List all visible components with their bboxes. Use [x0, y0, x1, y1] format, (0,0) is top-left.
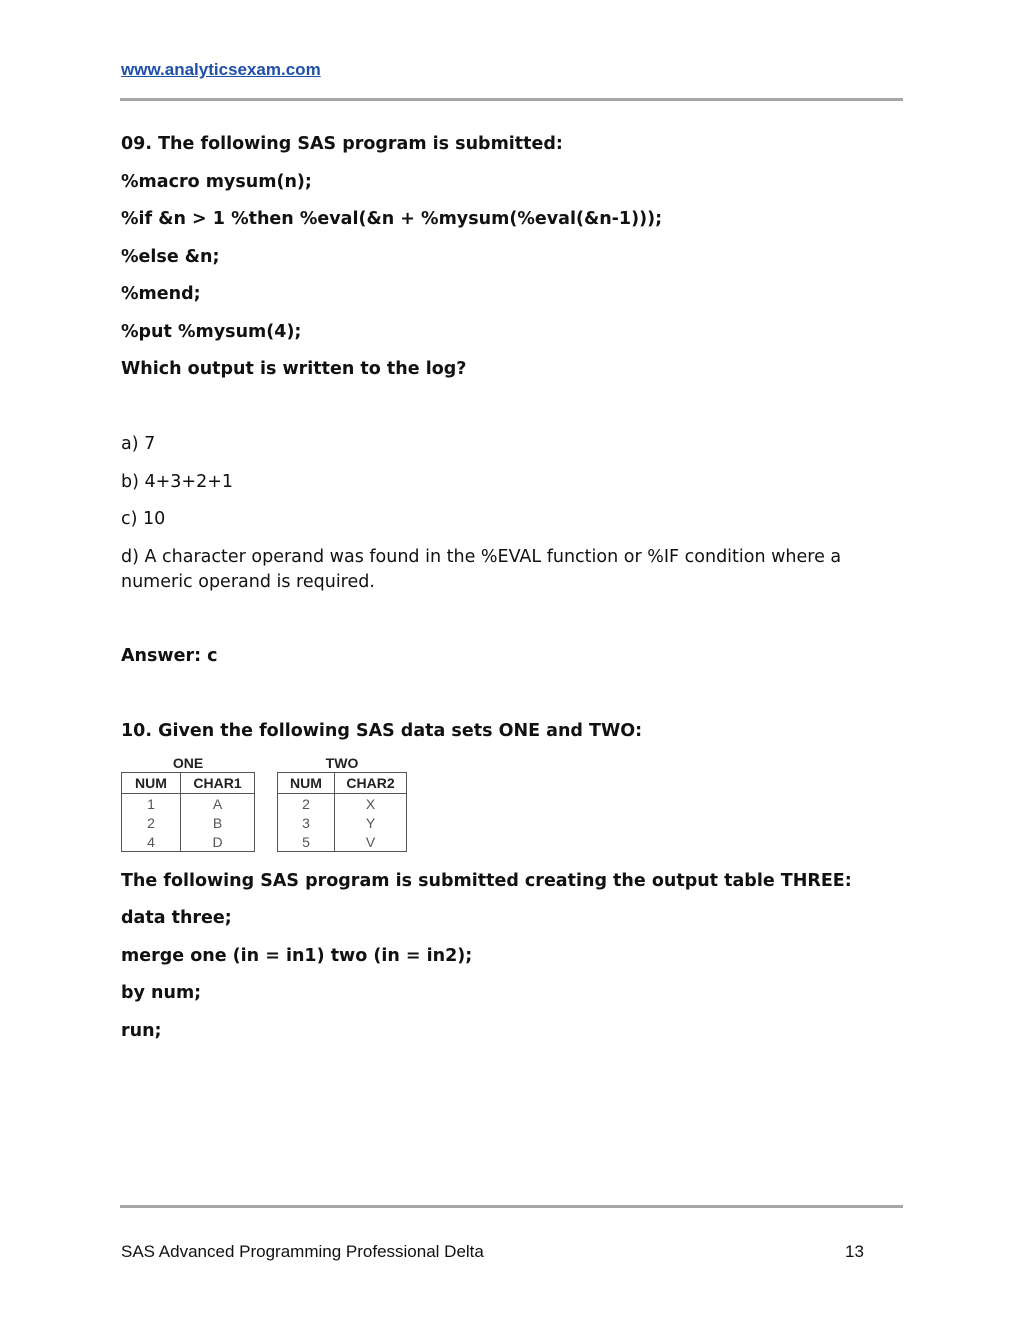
table-cell: 2: [122, 813, 181, 832]
page-number: 13: [845, 1242, 864, 1261]
code-line: %put %mysum(4);: [121, 322, 302, 342]
table-two: [277, 772, 407, 852]
site-link[interactable]: www.analyticsexam.com: [121, 60, 321, 79]
table-row: [122, 832, 255, 852]
table-one-label: ONE: [172, 755, 204, 771]
footer-title: SAS Advanced Programming Professional Delta: [121, 1242, 484, 1261]
column-header: CHAR1: [181, 773, 255, 794]
code-line: %if &n > 1 %then %eval(&n + %mysum(%eval(&n-1)));: [121, 209, 663, 229]
question-9-title: 09. The following SAS program is submitted:: [121, 134, 563, 154]
option-c: c) 10: [121, 509, 166, 529]
column-header: NUM: [278, 773, 335, 794]
table-cell: 4: [122, 832, 181, 852]
answer: Answer: c: [121, 646, 218, 666]
column-header: CHAR2: [335, 773, 407, 794]
table-cell: 3: [278, 813, 335, 832]
table-cell: X: [335, 794, 407, 814]
code-line: %mend;: [121, 284, 201, 304]
option-d: d) A character operand was found in the %EVAL function or %IF condition where a numeric operand is required.: [121, 547, 842, 592]
code-line: %macro mysum(n);: [121, 172, 312, 192]
table-cell: Y: [335, 813, 407, 832]
code-line: %else &n;: [121, 247, 220, 267]
table-cell: B: [181, 813, 255, 832]
table-row: [122, 813, 255, 832]
code-line: run;: [121, 1021, 162, 1041]
header-divider: [120, 98, 903, 101]
table-cell: 1: [122, 794, 181, 814]
footer-divider: [120, 1205, 903, 1208]
table-row: [278, 832, 407, 852]
code-line: merge one (in = in1) two (in = in2);: [121, 946, 473, 966]
option-b: b) 4+3+2+1: [121, 472, 234, 492]
table-cell: D: [181, 832, 255, 852]
table-row: [278, 794, 407, 814]
column-header: NUM: [122, 773, 181, 794]
question-10-prompt: The following SAS program is submitted creating the output table THREE:: [121, 871, 852, 891]
code-line: by num;: [121, 983, 202, 1003]
option-a: a) 7: [121, 434, 156, 454]
table-cell: V: [335, 832, 407, 852]
code-line: data three;: [121, 908, 232, 928]
table-row: [278, 813, 407, 832]
table-row: [122, 794, 255, 814]
question-9-prompt: Which output is written to the log?: [121, 359, 467, 379]
table-cell: 5: [278, 832, 335, 852]
table-cell: A: [181, 794, 255, 814]
question-10-title: 10. Given the following SAS data sets ONE and TWO:: [121, 721, 643, 741]
table-cell: 2: [278, 794, 335, 814]
table-one: [121, 772, 255, 852]
table-two-label: TWO: [325, 755, 359, 771]
data-sets-figure: [121, 755, 411, 857]
